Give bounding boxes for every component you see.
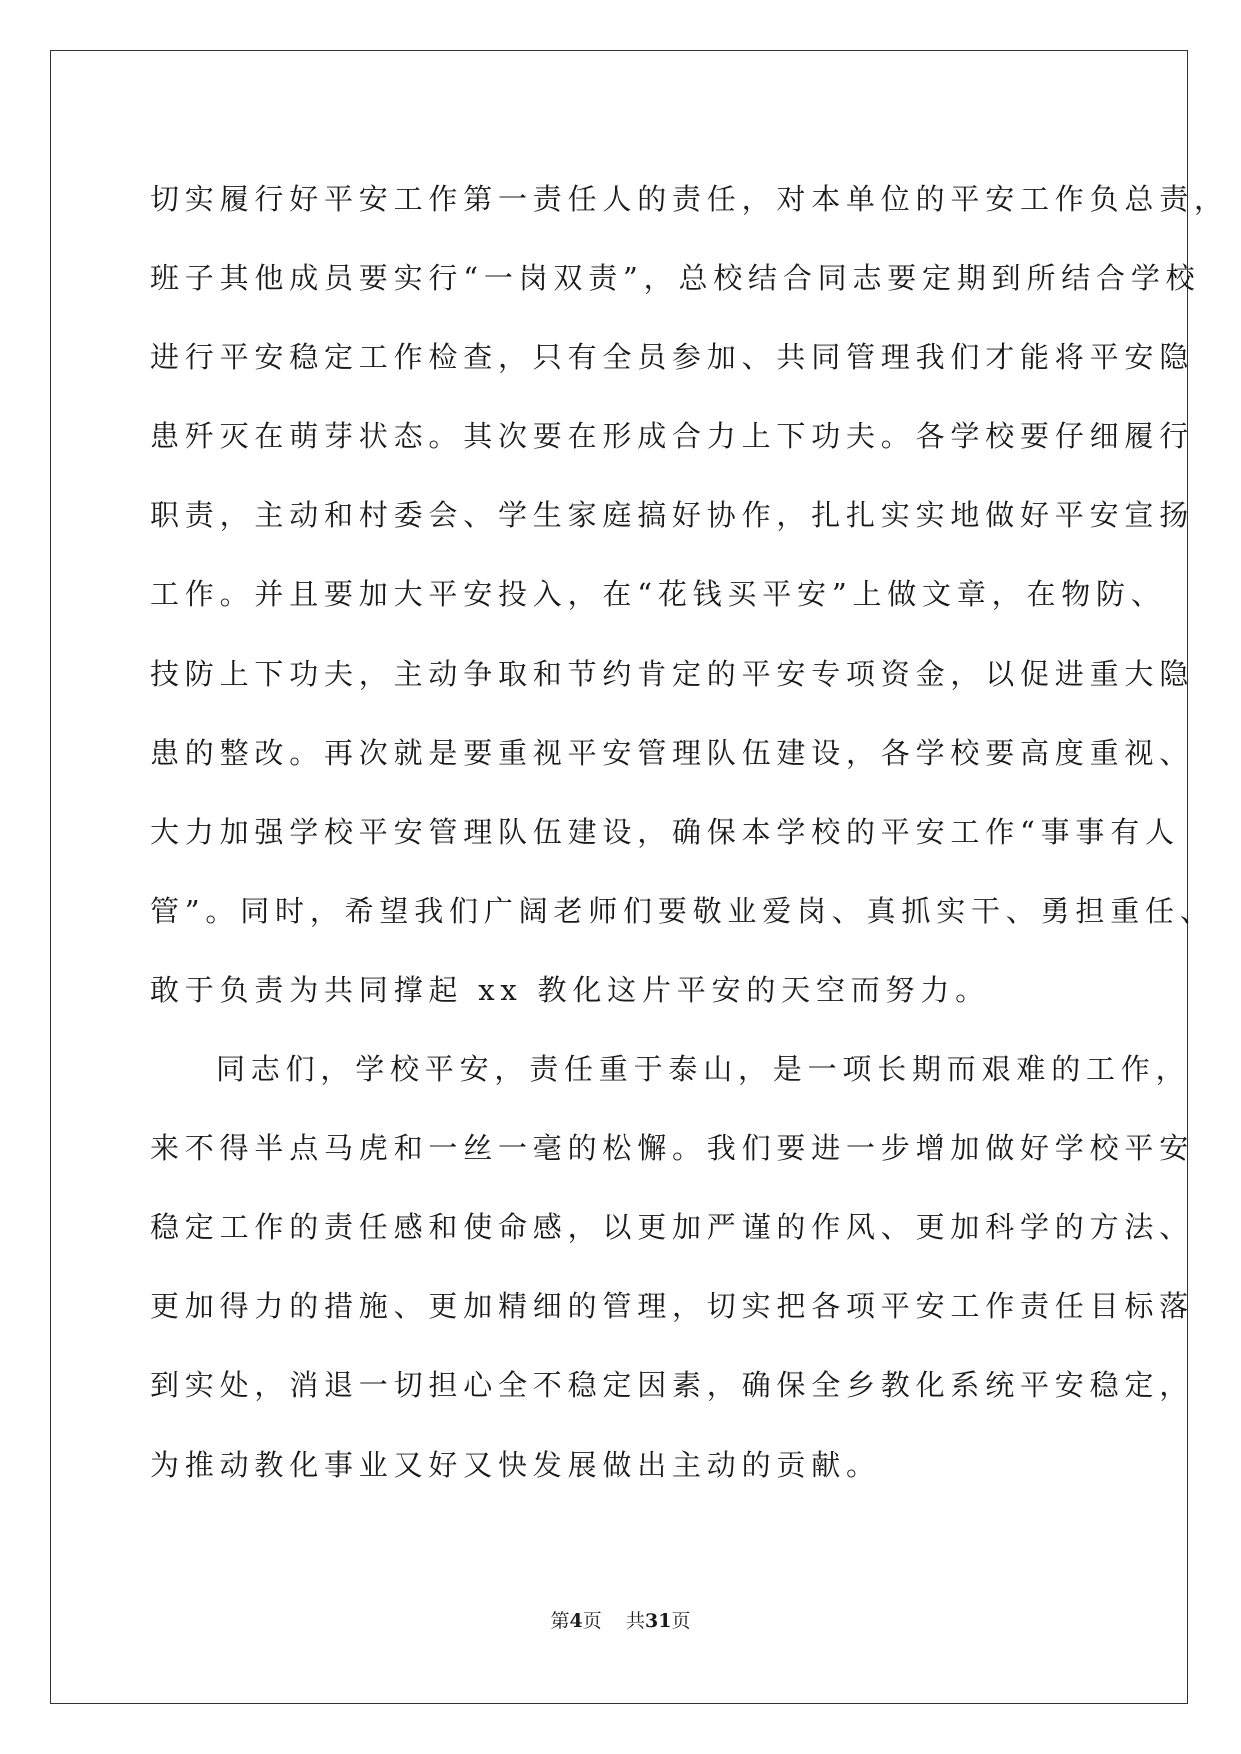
document-body [150, 160, 1229, 1505]
text-line: 切实履行好平安工作第一责任人的责任，对本单位的平安工作负总责， [150, 182, 1229, 216]
text-line: 管”。同时，希望我们广阔老师们要敬业爱岗、真抓实干、勇担重任、 [150, 893, 1215, 928]
text-line: 到实处，消退一切担心全不稳定因素，确保全乡教化系统平安稳定， [150, 1368, 1195, 1403]
page-number: 4 [569, 1610, 583, 1632]
text-line: 患歼灭在萌芽状态。其次要在形成合力上下功夫。各学校要仔细履行 [150, 419, 1195, 454]
total-suffix: 页 [671, 1610, 691, 1632]
text-line: 敢于负责为共同撑起 xx 教化这片平安的天空而努力。 [150, 972, 990, 1007]
text-line: 患的整改。再次就是要重视平安管理队伍建设，各学校要高度重视、 [150, 735, 1195, 770]
page-prefix: 第 [550, 1610, 570, 1632]
page-footer [0, 1609, 1241, 1633]
text-line: 职责，主动和村委会、学生家庭搞好协作，扎扎实实地做好平安宣扬 [150, 498, 1195, 533]
text-line: 进行平安稳定工作检查，只有全员参加、共同管理我们才能将平安隐 [150, 340, 1195, 375]
text-line: 稳定工作的责任感和使命感，以更加严谨的作风、更加科学的方法、 [150, 1210, 1195, 1245]
text-line: 技防上下功夫，主动争取和节约肯定的平安专项资金，以促进重大隐 [150, 656, 1195, 691]
text-line: 大力加强学校平安管理队伍建设，确保本学校的平安工作“事事有人 [150, 814, 1180, 849]
text-line: 为推动教化事业又好又快发展做出主动的贡献。 [150, 1447, 881, 1482]
text-line: 更加得力的措施、更加精细的管理，切实把各项平安工作责任目标落 [150, 1289, 1195, 1324]
text-line: 来不得半点马虎和一丝一毫的松懈。我们要进一步增加做好学校平安 [150, 1131, 1195, 1166]
text-line: 班子其他成员要实行“一岗双责”，总校结合同志要定期到所结合学校 [150, 261, 1201, 296]
paragraph-start-line: 同志们，学校平安，责任重于泰山，是一项长期而艰难的工作， [216, 1052, 1191, 1087]
total-pages: 31 [644, 1610, 672, 1632]
page-suffix: 页 [582, 1610, 602, 1632]
text-line: 工作。并且要加大平安投入，在“花钱买平安”上做文章，在物防、 [150, 577, 1166, 612]
total-prefix: 共 [625, 1610, 645, 1632]
